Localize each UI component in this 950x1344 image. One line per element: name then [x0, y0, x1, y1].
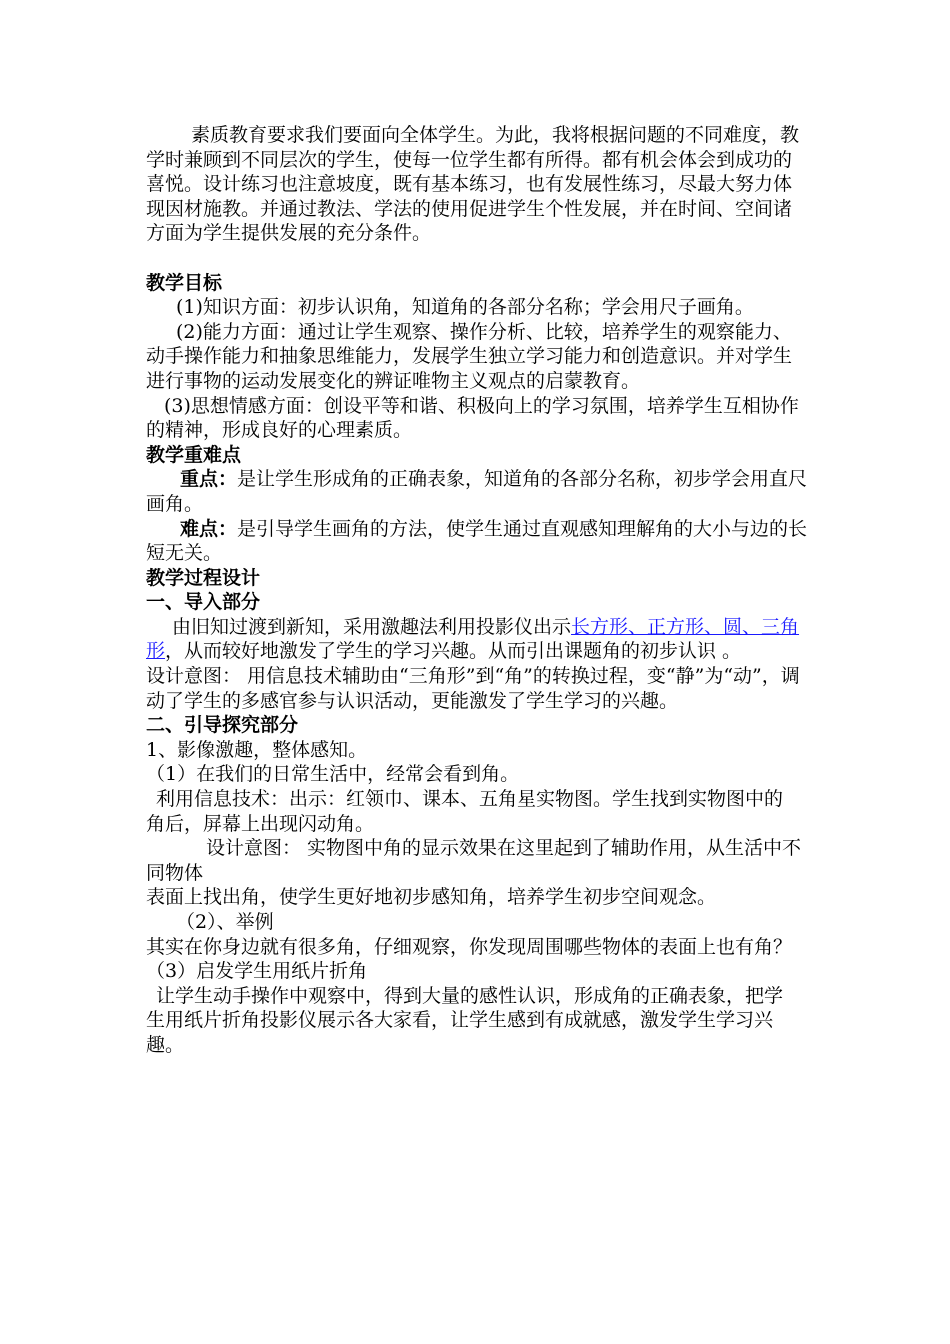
step1-2-title: （2）、举例	[176, 911, 274, 933]
process-heading: 教学过程设计	[146, 566, 261, 589]
step1-3-text-a: 让学生动手操作中观察中，得到大量的感性认识，形成角的正确表象，把学	[156, 984, 784, 1007]
focus-text: 是让学生形成角的正确表象，知道角的各部分名称，初步学会用直尺画角。	[146, 468, 808, 515]
shapes-link[interactable]: 长方形、正方形、圆、三角形	[146, 615, 800, 663]
key-point-difficulty	[146, 517, 810, 566]
key-points-heading: 教学重难点	[146, 443, 242, 466]
step1-1-text-b: 角后，屏幕上出现闪动角。	[146, 812, 375, 835]
document-page	[146, 123, 810, 1058]
step1-1-intent-a: 设计意图： 实物图中角的显示效果在这里起到了辅助作用，从生活中不同物体	[146, 837, 802, 884]
step1-3-text-b: 生用纸片折角投影仪展示各大家看，让学生感到有成就感，激发学生学习兴趣。	[146, 1009, 774, 1056]
part1-heading: 一、导入部分	[146, 591, 261, 614]
step1-2-text: 其实在你身边就有很多角，仔细观察，你发现周围哪些物体的表面上也有角？	[146, 935, 793, 958]
part1-text-after-link: ，从而较好地激发了学生的学习兴趣。从而引出课题角的初步认识 。	[165, 640, 742, 663]
goal-item-ability: (2)能力方面：通过让学生观察、操作分析、比较，培养学生的观察能力、动手操作能力和抽象思维能力，发展学生独立学习能力和创造意识。并对学生进行事物的运动发展变化的辨证唯物主义观点的启蒙教育。	[146, 320, 793, 392]
goal-item-knowledge: (1)知识方面：初步认识角，知道角的各部分名称；学会用尺子画角。	[176, 296, 754, 319]
intro-paragraph: 素质教育要求我们要面向全体学生。为此，我将根据问题的不同难度，教学时兼顾到不同层次的学生，使每一位学生都有所得。都有机会体会到成功的喜悦。设计练习也注意坡度，既有基本练习，也有发展性练习，尽最大努力体现因材施教。并通过教法、学法的使用促进学生个性发展，并在时间、空间诸方面为学生提供发展的充分条件。	[146, 124, 800, 245]
difficulty-text: 是引导学生画角的方法，使学生通过直观感知理解角的大小与边的长短无关。	[146, 517, 808, 565]
focus-label: 重点：	[180, 468, 238, 491]
difficulty-label: 难点：	[180, 517, 238, 540]
part1-design-intent: 设计意图： 用信息技术辅助由“三角形”到“角”的转换过程，变“静”为“动”，调动了学生的多感官参与认识活动，更能激发了学生学习的兴趣。	[146, 665, 800, 712]
goal-item-emotion: (3)思想情感方面：创设平等和谐、积极向上的学习氛围，培养学生互相协作的精神，形成良好的心理素质。	[146, 394, 799, 442]
step1-title: 1、影像激趣，整体感知。	[146, 738, 368, 761]
part2-heading: 二、引导探究部分	[146, 714, 299, 737]
key-point-focus	[146, 467, 810, 516]
goals-heading: 教学目标	[146, 271, 223, 294]
step1-3-title: （3）启发学生用纸片折角	[146, 960, 368, 983]
step1-1-title: （1）在我们的日常生活中，经常会看到角。	[146, 763, 520, 786]
step1-1-text-a: 利用信息技术：出示：红领巾、课本、五角星实物图。学生找到实物图中的	[156, 788, 784, 811]
step1-1-intent-b: 表面上找出角，使学生更好地初步感知角，培养学生初步空间观念。	[146, 886, 717, 909]
part1-text-before-link: 由旧知过渡到新知，采用激趣法利用投影仪出示	[172, 615, 572, 638]
part1-paragraph	[146, 615, 810, 664]
